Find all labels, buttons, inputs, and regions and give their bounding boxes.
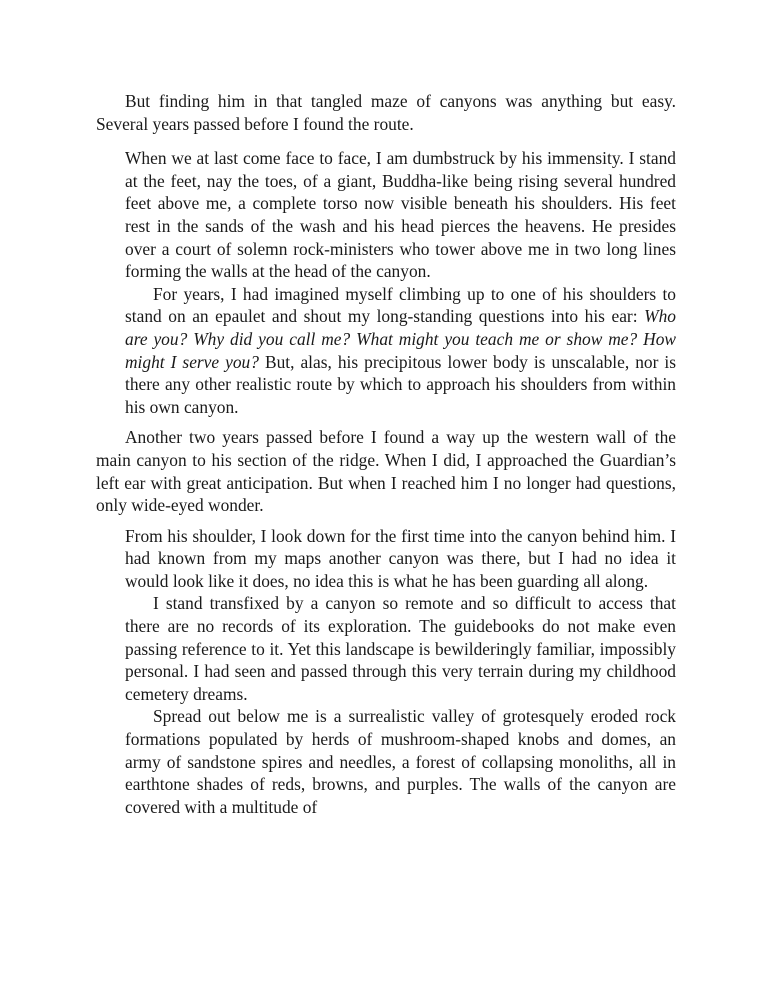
spacer	[0, 517, 772, 525]
questions-italic: Who are you? Why did you call me? What might you teach me or show me? How might I serve you?	[125, 306, 676, 372]
paragraph-western-wall: Another two years passed before I found a way up the western wall of the main canyon to his section of the ridge. When I did, I approached the Guardian’s left ear with great anticipation. But when I reached him I no longer had questions, only wide-eyed wonder.	[96, 427, 676, 516]
paragraph-route: But finding him in that tangled maze of canyons was anything but easy. Several years passed before I found the route.	[96, 91, 676, 134]
spacer	[0, 418, 772, 426]
paragraph-surreal-valley: Spread out below me is a surrealistic valley of grotesquely eroded rock formations populated by herds of mushroom-shaped knobs and domes, an army of sandstone spires and needles, a forest of collapsing monoliths, all in earthtone shades of reds, browns, and purples. The walls of the canyon are covered with a multitude of	[125, 706, 676, 817]
paragraph-face-to-face: When we at last come face to face, I am dumbstruck by his immensity. I stand at the feet, nay the toes, of a giant, Buddha-like being rising several hundred feet above me, a complete torso now visible beneath his shoulders. His feet rest in the sands of the wash and his head pierces the heavens. He presides over a court of solemn rock-ministers who tower above me in two long lines forming the walls at the head of the canyon.	[125, 148, 676, 282]
paragraph-questions	[125, 283, 676, 419]
paragraph-transfixed: I stand transfixed by a canyon so remote and so difficult to access that there are no records of its exploration. The guidebooks do not make even passing reference to it. Yet this landscape is bewilderingly familiar, impossibly personal. I had seen and passed through this very terrain during my childhood cemetery dreams.	[125, 593, 676, 704]
paragraph-shoulder-view: From his shoulder, I look down for the first time into the canyon behind him. I had known from my maps another canyon was there, but I had no idea it would look like it does, no idea this is what he has been guarding all along.	[125, 525, 676, 591]
block-quote-canyon	[125, 525, 676, 819]
questions-text-start: For years, I had imagined myself climbing up to one of his shoulders to stand on an epaulet and shout my long-standing questions into his ear:	[125, 283, 676, 327]
questions-text-end: But, alas, his precipitous lower body is unscalable, nor is there any other realistic route by which to approach his shoulders from within his own canyon.	[125, 351, 677, 417]
spacer	[0, 135, 772, 147]
block-quote-guardian	[125, 147, 676, 418]
